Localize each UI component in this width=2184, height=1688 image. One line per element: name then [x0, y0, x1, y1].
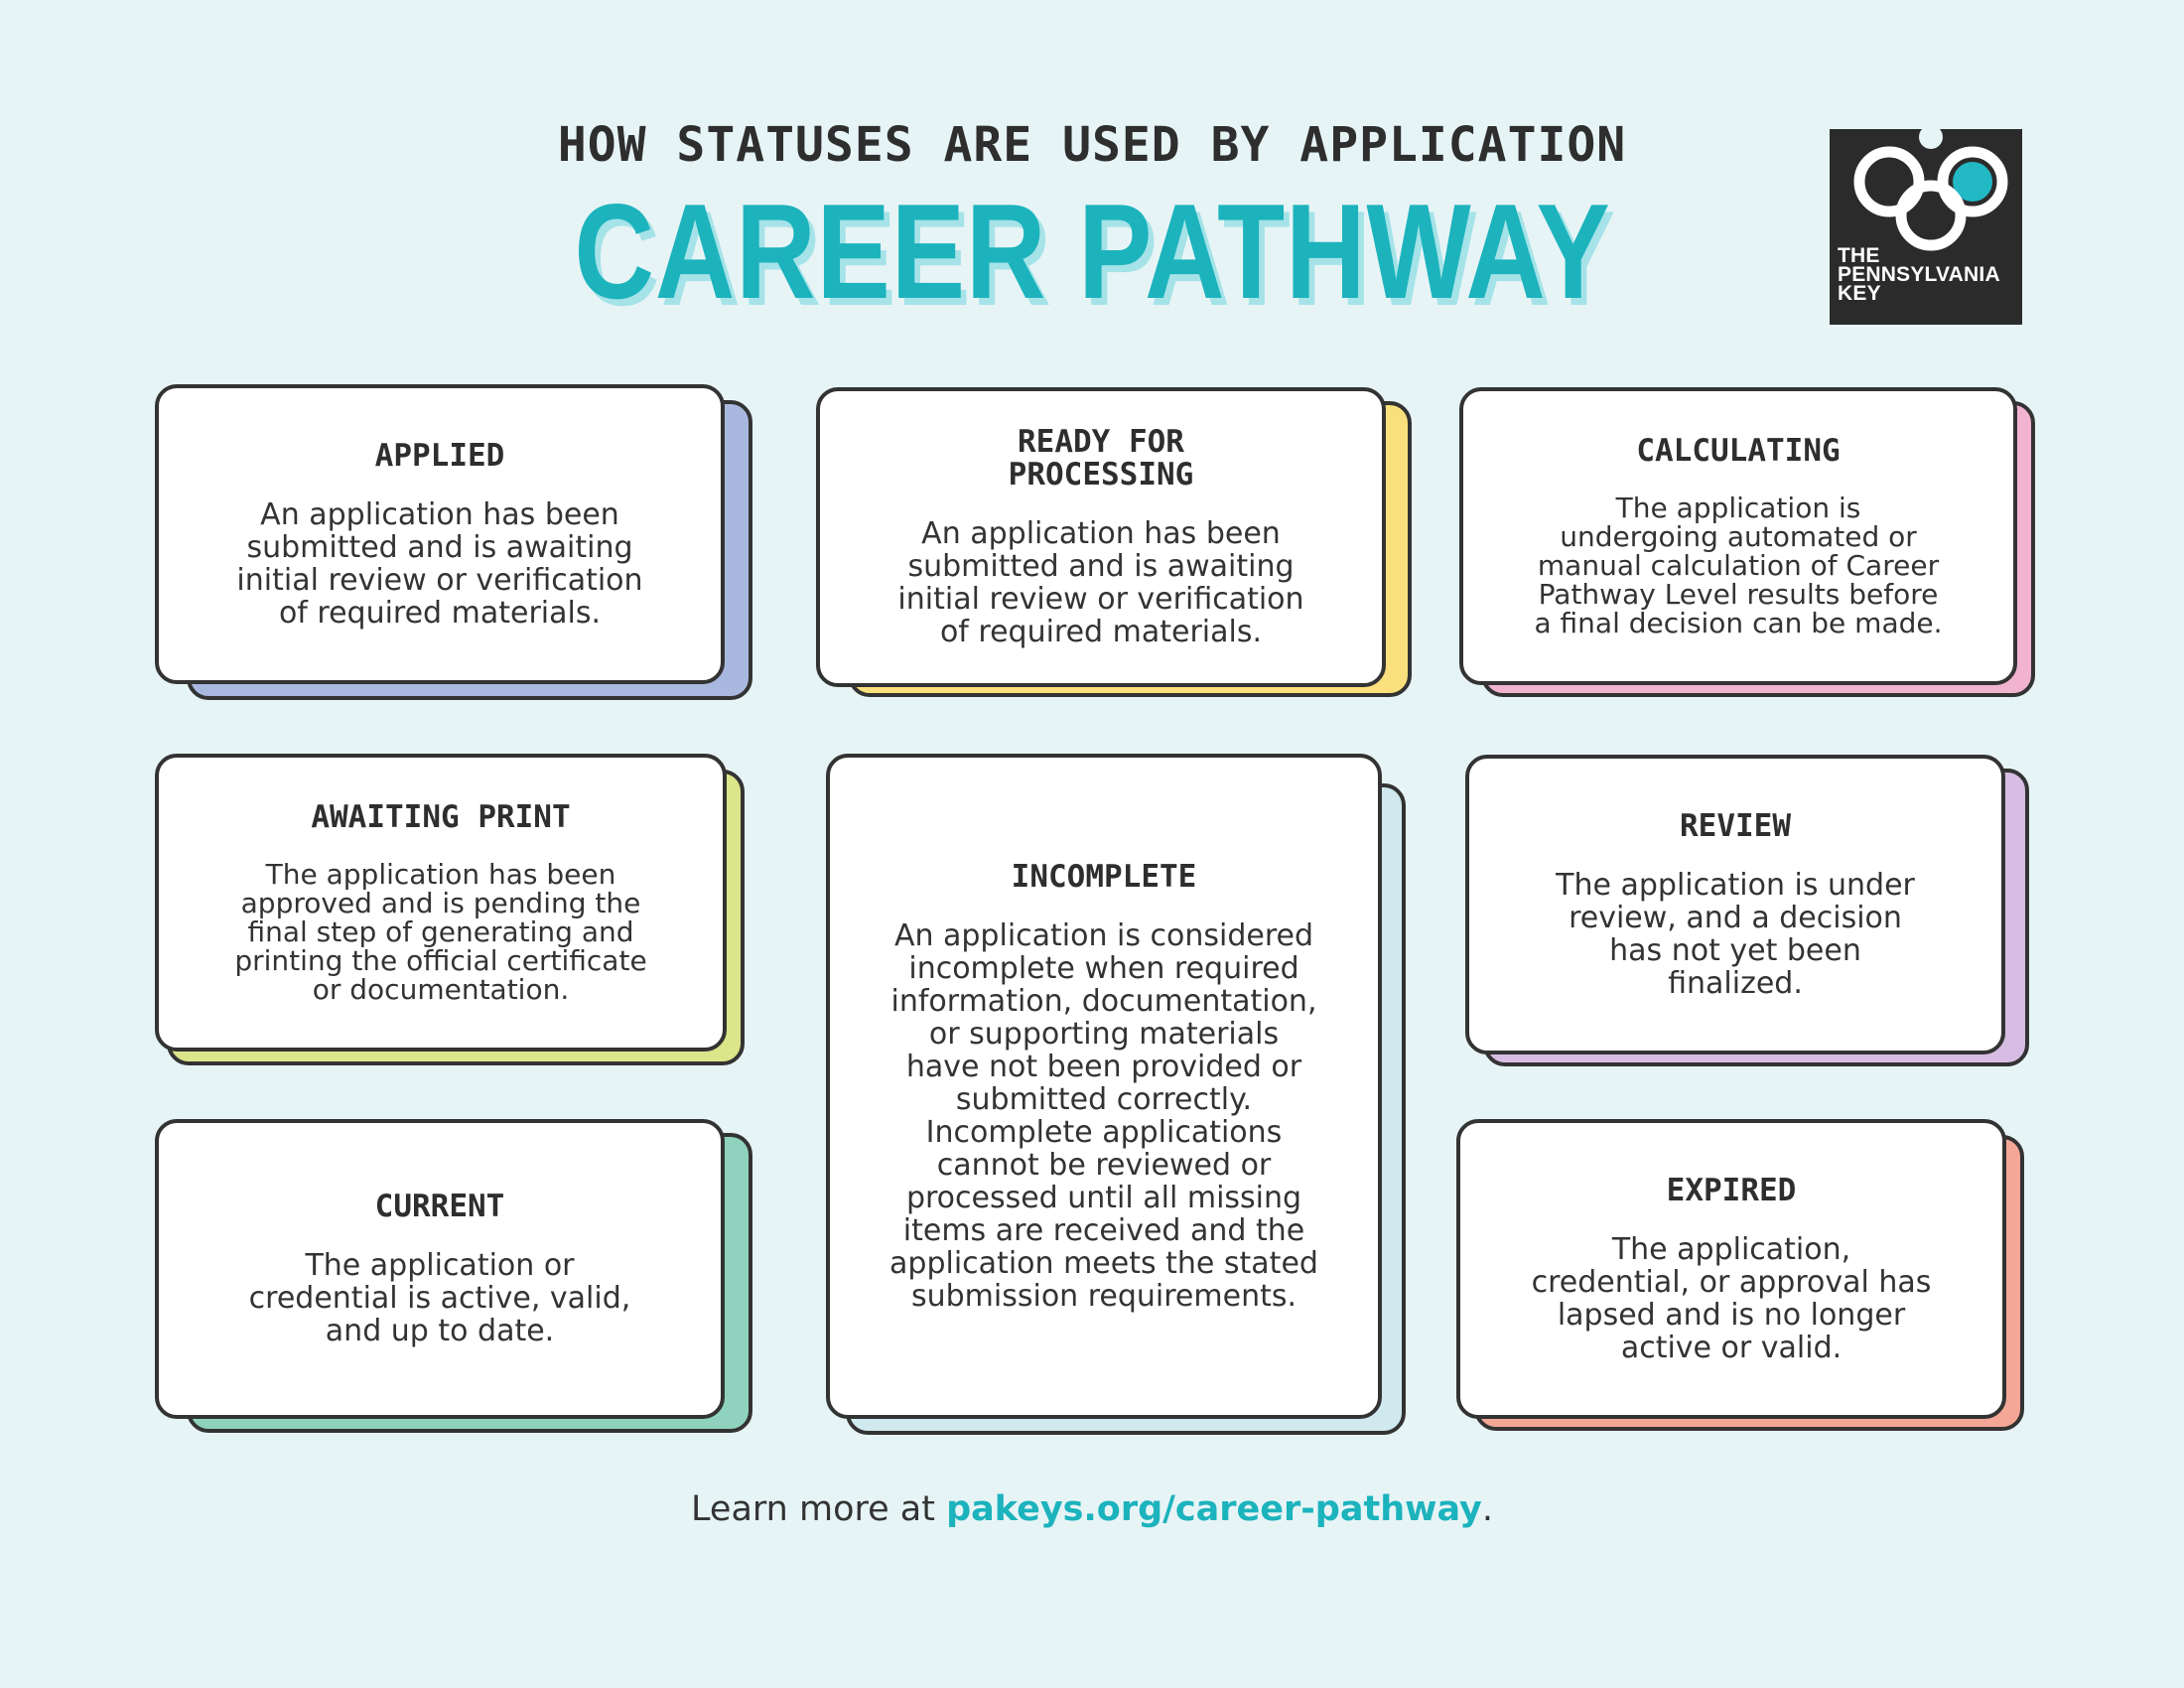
- footer-link[interactable]: pakeys.org/career-pathway: [946, 1489, 1482, 1529]
- card-expired: [1456, 1119, 2006, 1419]
- subtitle-heading: HOW STATUSES ARE USED BY APPLICATION: [557, 117, 1627, 173]
- page-title: CAREER PATHWAY: [574, 176, 1611, 327]
- card-description: An application is considered incomplete when required information, documentation, or supporting materials have not been provided or submitted correctly. Incomplete applications cannot be reviewed or processed until all missing items are received and the application meets the stated submission requirements.: [889, 917, 1318, 1314]
- card-panel: [155, 754, 727, 1052]
- card-applied: [155, 384, 725, 684]
- footer-suffix: .: [1481, 1489, 1493, 1529]
- card-description: The application, credential, or approval has lapsed and is no longer active or valid.: [1531, 1231, 1932, 1365]
- card-panel: [1456, 1119, 2006, 1419]
- logo-line: THE: [1838, 244, 1880, 267]
- card-current: [155, 1119, 725, 1419]
- card-description: The application or credential is active, valid, and up to date.: [248, 1248, 631, 1348]
- card-ready-for-processing: [816, 387, 1386, 687]
- card-description: The application has been approved and is pending the final step of generating and printing the official certificate or documentation.: [234, 858, 647, 1006]
- card-panel: [1459, 387, 2017, 685]
- card-title: INCOMPLETE: [1011, 858, 1197, 895]
- footer-prefix: Learn more at: [691, 1489, 947, 1529]
- logo-line: PENNSYLVANIA: [1838, 263, 2000, 286]
- logo-wordmark: [1838, 246, 2026, 303]
- card-description: An application has been submitted and is awaiting initial review or verification of required materials.: [236, 496, 643, 631]
- card-description: The application is under review, and a decision has not yet been finalized.: [1556, 867, 1915, 1001]
- card-title: CALCULATING: [1636, 433, 1841, 469]
- card-title: AWAITING PRINT: [311, 799, 571, 835]
- card-panel: [1465, 755, 2005, 1055]
- card-description: An application has been submitted and is awaiting initial review or verification of required materials.: [897, 516, 1304, 649]
- card-title: APPLIED: [374, 437, 505, 474]
- card-awaiting-print: [155, 754, 727, 1052]
- card-panel: [816, 387, 1386, 687]
- card-incomplete: [826, 754, 1382, 1419]
- card-panel: [155, 384, 725, 684]
- card-panel: [155, 1119, 725, 1419]
- card-title: REVIEW: [1680, 807, 1791, 844]
- card-calculating: [1459, 387, 2017, 685]
- card-description: The application is undergoing automated or manual calculation of Career Pathway Level results before a final decision can be made.: [1534, 492, 1943, 639]
- logo-line: KEY: [1838, 282, 1881, 305]
- card-panel: [826, 754, 1382, 1419]
- card-review: [1465, 755, 2005, 1055]
- footer-learn-more: [0, 1489, 2184, 1529]
- card-title: EXPIRED: [1666, 1172, 1797, 1208]
- card-title: READY FOR PROCESSING: [1008, 424, 1194, 492]
- card-title: CURRENT: [374, 1189, 505, 1224]
- pennsylvania-key-logo: [1830, 129, 2022, 325]
